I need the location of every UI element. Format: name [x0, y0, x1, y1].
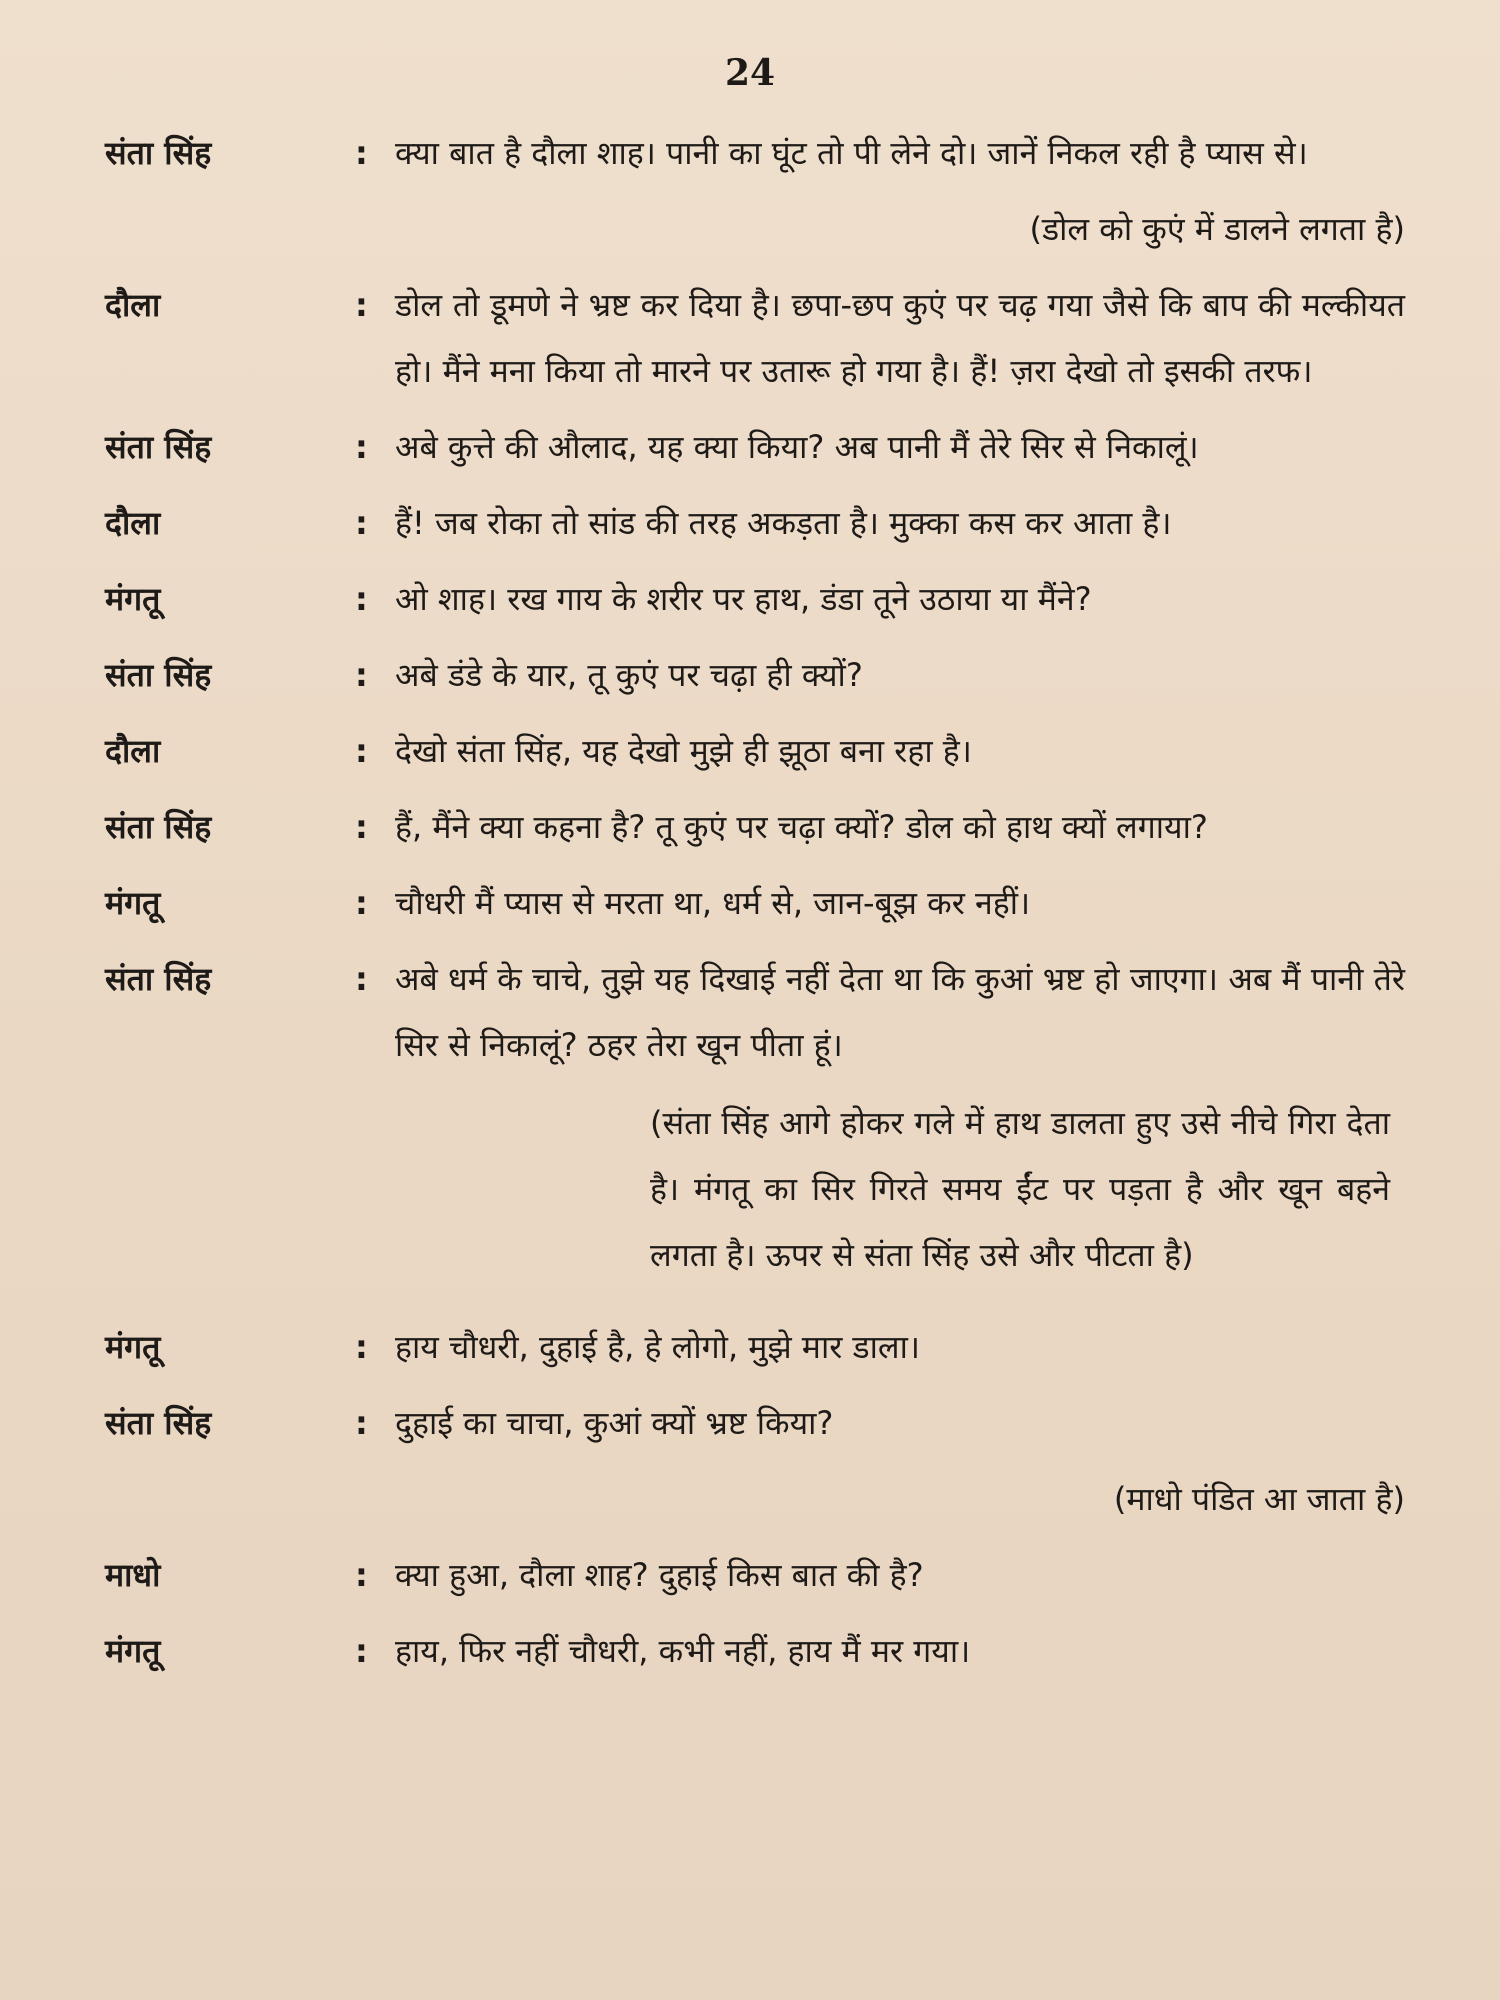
- dialogue-text: हाय, फिर नहीं चौधरी, कभी नहीं, हाय मैं मर गया।: [395, 1632, 971, 1670]
- speaker-name: संता सिंह: [105, 134, 212, 172]
- dialogue-line: [105, 1618, 1405, 1684]
- dialogue-text: दुहाई का चाचा, कुआं क्यों भ्रष्ट किया?: [395, 1404, 834, 1442]
- dialogue-line: [105, 794, 1405, 860]
- speaker-separator: :: [355, 580, 368, 618]
- dialogue-line: [105, 1542, 1405, 1608]
- speaker-separator: :: [355, 504, 368, 542]
- dialogue-text: डोल तो डूमणे ने भ्रष्ट कर दिया है। छपा-छप कुएं पर चढ़ गया जैसे कि बाप की मल्कीयत हो। मैंने मना किया तो मारने पर उतारू हो गया है। हैं! ज़रा देखो तो इसकी तरफ।: [395, 286, 1405, 390]
- dialogue-line: [105, 718, 1405, 784]
- dialogue-line: [105, 272, 1405, 404]
- speaker-separator: :: [355, 1632, 368, 1670]
- speaker-name: माधो: [105, 1556, 161, 1594]
- speaker-name: दौला: [105, 286, 161, 324]
- speaker-separator: :: [355, 808, 368, 846]
- dialogue-line: [105, 1314, 1405, 1380]
- dialogue-line: [105, 120, 1405, 186]
- dialogue-text: क्या बात है दौला शाह। पानी का घूंट तो पी लेने दो। जानें निकल रही है प्यास से।: [395, 134, 1308, 172]
- page-number: 24: [724, 52, 776, 94]
- speaker-separator: :: [355, 286, 368, 324]
- speaker-name: संता सिंह: [105, 808, 212, 846]
- speaker-separator: :: [355, 656, 368, 694]
- dialogue-text: देखो संता सिंह, यह देखो मुझे ही झूठा बना रहा है।: [395, 732, 972, 770]
- dialogue-text: अबे धर्म के चाचे, तुझे यह दिखाई नहीं देता था कि कुआं भ्रष्ट हो जाएगा। अब मैं पानी तेरे सिर से निकालूं? ठहर तेरा खून पीता हूं।: [395, 960, 1405, 1064]
- dialogue-text: हाय चौधरी, दुहाई है, हे लोगो, मुझे मार डाला।: [395, 1328, 921, 1366]
- speaker-name: मंगतू: [105, 1632, 161, 1670]
- stage-direction: (संता सिंह आगे होकर गले में हाथ डालता हुए उसे नीचे गिरा देता है। मंगतू का सिर गिरते समय ईंट पर पड़ता है और खून बहने लगता है। ऊपर से संता सिंह उसे और पीटता है): [650, 1104, 1390, 1274]
- dialogue-text: क्या हुआ, दौला शाह? दुहाई किस बात की है?: [395, 1556, 924, 1594]
- speaker-name: मंगतू: [105, 1328, 161, 1366]
- dialogue-line: [105, 566, 1405, 632]
- speaker-name: संता सिंह: [105, 1404, 212, 1442]
- speaker-separator: :: [355, 1328, 368, 1366]
- dialogue-text: हैं! जब रोका तो सांड की तरह अकड़ता है। मुक्का कस कर आता है।: [395, 504, 1172, 542]
- stage-direction: (माधो पंडित आ जाता है): [1113, 1480, 1405, 1518]
- speaker-separator: :: [355, 732, 368, 770]
- speaker-name: दौला: [105, 732, 161, 770]
- dialogue-line: [105, 642, 1405, 708]
- speaker-separator: :: [355, 134, 368, 172]
- dialogue-text: चौधरी मैं प्यास से मरता था, धर्म से, जान-बूझ कर नहीं।: [395, 884, 1031, 922]
- dialogue-line: [105, 490, 1405, 556]
- dialogue-text: अबे कुत्ते की औलाद, यह क्या किया? अब पानी मैं तेरे सिर से निकालूं।: [395, 428, 1199, 466]
- speaker-separator: :: [355, 960, 368, 998]
- speaker-name: मंगतू: [105, 884, 161, 922]
- speaker-name: संता सिंह: [105, 656, 212, 694]
- speaker-name: दौला: [105, 504, 161, 542]
- dialogue-line: [105, 1390, 1405, 1456]
- dialogue-line: [105, 946, 1405, 1078]
- stage-direction: (डोल को कुएं में डालने लगता है): [1029, 210, 1405, 248]
- dialogue-text: अबे डंडे के यार, तू कुएं पर चढ़ा ही क्यों?: [395, 656, 863, 694]
- speaker-separator: :: [355, 1404, 368, 1442]
- speaker-name: संता सिंह: [105, 428, 212, 466]
- dialogue-line: [105, 870, 1405, 936]
- dialogue-line: [105, 414, 1405, 480]
- dialogue-text: ओ शाह। रख गाय के शरीर पर हाथ, डंडा तूने उठाया या मैंने?: [395, 580, 1092, 618]
- play-script: [105, 120, 1405, 1694]
- speaker-name: मंगतू: [105, 580, 161, 618]
- speaker-separator: :: [355, 428, 368, 466]
- speaker-separator: :: [355, 884, 368, 922]
- dialogue-text: हैं, मैंने क्या कहना है? तू कुएं पर चढ़ा क्यों? डोल को हाथ क्यों लगाया?: [395, 808, 1208, 846]
- speaker-name: संता सिंह: [105, 960, 212, 998]
- speaker-separator: :: [355, 1556, 368, 1594]
